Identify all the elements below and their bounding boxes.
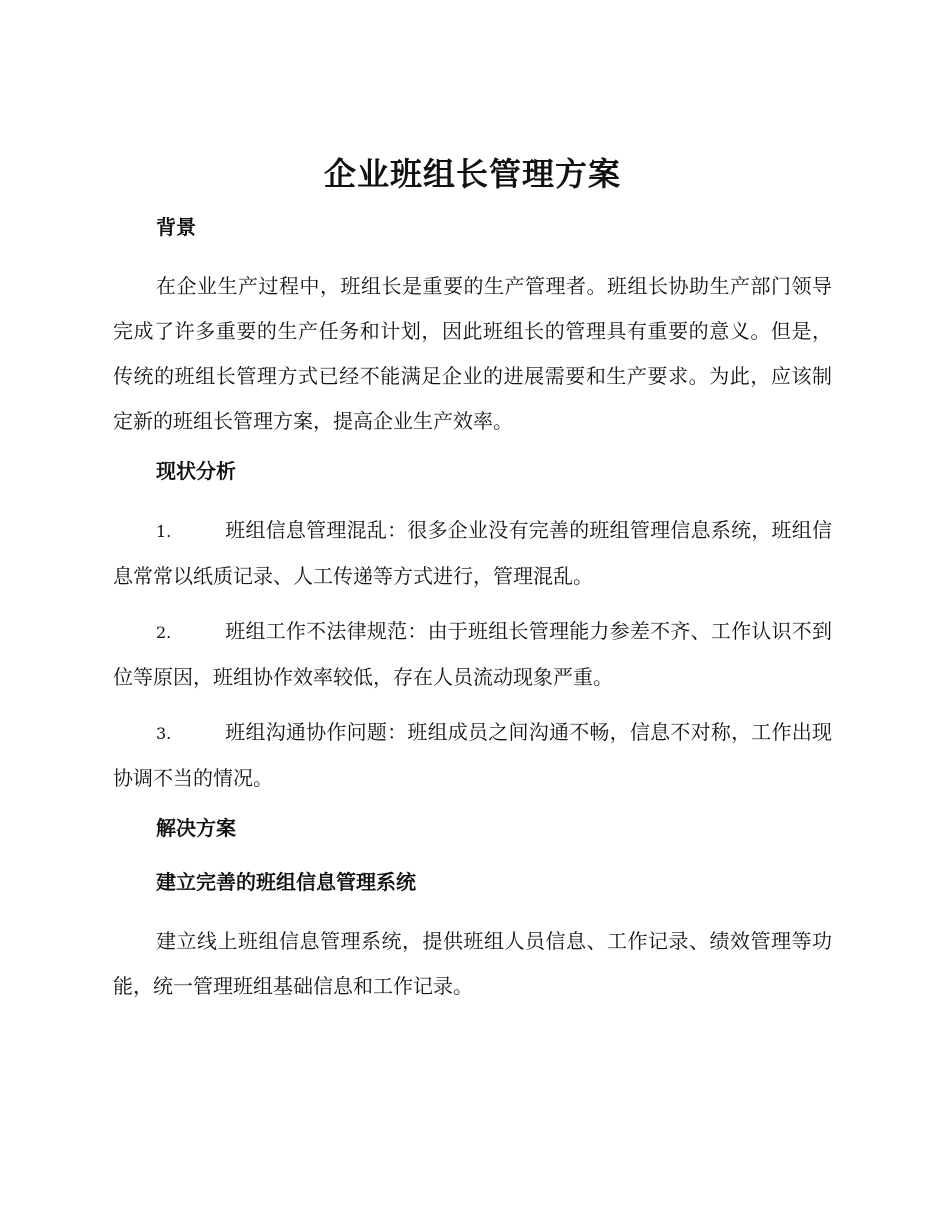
subheading-info-system: 建立完善的班组信息管理系统 (156, 870, 416, 894)
list-item-number: 1. (156, 522, 172, 541)
list-item (113, 710, 832, 801)
solution-paragraph: 建立线上班组信息管理系统，提供班组人员信息、工作记录、绩效管理等功能，统一管理班组基础信息和工作记录。 (113, 929, 832, 998)
list-item (113, 609, 832, 700)
list-item (113, 508, 832, 599)
list-item-number: 2. (156, 623, 172, 642)
section-heading-solution: 解决方案 (156, 816, 236, 840)
list-item-number: 3. (156, 724, 172, 743)
list-item-text: 班组信息管理混乱：很多企业没有完善的班组管理信息系统，班组信息常常以纸质记录、人工传递等方式进行，管理混乱。 (113, 518, 832, 588)
list-item-text: 班组沟通协作问题：班组成员之间沟通不畅，信息不对称，工作出现协调不当的情况。 (113, 720, 832, 790)
background-paragraph: 在企业生产过程中，班组长是重要的生产管理者。班组长协助生产部门领导完成了许多重要的生产任务和计划，因此班组长的管理具有重要的意义。但是，传统的班组长管理方式已经不能满足企业的进展需要和生产要求。为此，应该制定新的班组长管理方案，提高企业生产效率。 (113, 274, 832, 433)
section-heading-status-analysis: 现状分析 (156, 459, 236, 483)
list-item-text: 班组工作不法律规范：由于班组长管理能力参差不齐、工作认识不到位等原因，班组协作效率较低，存在人员流动现象严重。 (113, 619, 832, 689)
document-title: 企业班组长管理方案 (323, 155, 621, 193)
section-heading-background: 背景 (156, 215, 196, 239)
